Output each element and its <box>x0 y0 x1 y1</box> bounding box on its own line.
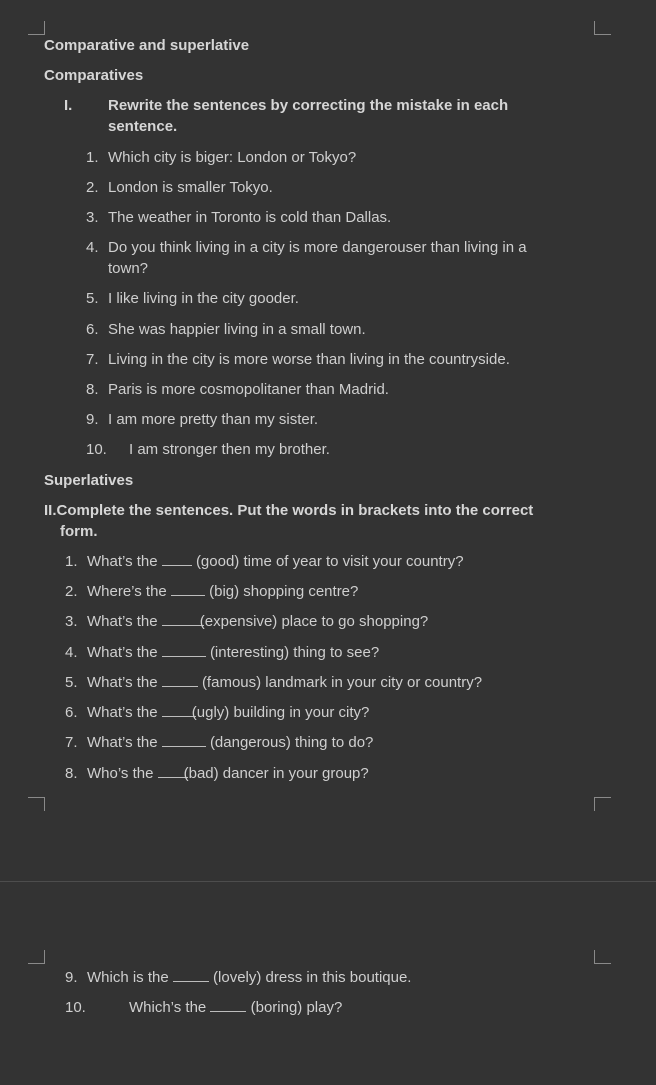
answer-blank[interactable] <box>162 552 192 566</box>
page-corner-mark <box>28 950 45 964</box>
answer-blank[interactable] <box>171 582 205 596</box>
list-item-cont: town? <box>108 260 149 277</box>
list-item: I am more pretty than my sister. <box>108 411 319 428</box>
item-number: 5. <box>86 290 99 307</box>
item-suffix: (ugly) building in your city? <box>191 704 370 721</box>
page-corner-mark <box>28 21 45 35</box>
item-prefix: What’s the <box>87 734 158 751</box>
item-number: 7. <box>86 351 99 368</box>
item-number: 2. <box>86 179 99 196</box>
list-item: Living in the city is more worse than living in the countryside. <box>108 351 510 368</box>
list-item <box>87 702 369 723</box>
list-item <box>87 581 358 602</box>
item-prefix: Who’s the <box>87 765 154 782</box>
item-suffix: (boring) play? <box>250 999 343 1016</box>
item-prefix: What’s the <box>87 553 158 570</box>
answer-blank[interactable] <box>162 643 206 657</box>
task-instruction-cont: sentence. <box>108 118 178 135</box>
item-prefix: What’s the <box>87 704 158 721</box>
answer-blank[interactable] <box>162 673 198 687</box>
list-item <box>87 672 482 693</box>
list-item <box>87 642 379 663</box>
item-suffix: (dangerous) thing to do? <box>209 734 374 751</box>
item-number: 8. <box>65 765 78 782</box>
item-number: 9. <box>65 969 78 986</box>
document-title: Comparative and superlative <box>44 37 250 54</box>
item-prefix: What’s the <box>87 674 158 691</box>
item-number: 2. <box>65 583 78 600</box>
item-prefix: Which’s the <box>129 999 207 1016</box>
answer-blank[interactable] <box>162 703 196 717</box>
item-number: 10. <box>86 441 107 458</box>
list-item: I like living in the city gooder. <box>108 290 299 307</box>
item-suffix: (expensive) place to go shopping? <box>199 613 429 630</box>
item-prefix: What’s the <box>87 644 158 661</box>
answer-blank[interactable] <box>210 998 246 1012</box>
task-instruction: Rewrite the sentences by correcting the mistake in each <box>108 97 509 114</box>
page-corner-mark <box>594 950 611 964</box>
item-number: 3. <box>86 209 99 226</box>
item-number: 6. <box>65 704 78 721</box>
item-number: 5. <box>65 674 78 691</box>
page-break-divider <box>0 881 656 882</box>
section-heading-superlatives: Superlatives <box>44 472 134 489</box>
item-number: 7. <box>65 734 78 751</box>
item-number: 1. <box>86 149 99 166</box>
page-corner-mark <box>594 797 611 811</box>
item-number: 9. <box>86 411 99 428</box>
list-item <box>87 611 428 632</box>
list-item: Do you think living in a city is more dangerouser than living in a <box>108 239 527 256</box>
list-item: I am stronger then my brother. <box>129 441 330 458</box>
answer-blank[interactable] <box>162 612 204 626</box>
item-prefix: Where’s the <box>87 583 167 600</box>
list-item <box>129 997 342 1018</box>
page-corner-mark <box>594 21 611 35</box>
document-page-2 <box>0 884 656 1085</box>
list-item <box>87 732 373 753</box>
item-number: 4. <box>86 239 99 256</box>
item-suffix: (bad) dancer in your group? <box>183 765 369 782</box>
list-item <box>87 967 411 988</box>
page-corner-mark <box>28 797 45 811</box>
item-suffix: (lovely) dress in this boutique. <box>213 969 412 986</box>
item-suffix: (big) shopping centre? <box>209 583 359 600</box>
task-number: I. <box>64 97 73 114</box>
item-number: 8. <box>86 381 99 398</box>
item-suffix: (famous) landmark in your city or country? <box>201 674 483 691</box>
list-item <box>87 763 369 784</box>
item-number: 3. <box>65 613 78 630</box>
list-item: Paris is more cosmopolitaner than Madrid. <box>108 381 389 398</box>
item-suffix: (good) time of year to visit your country? <box>195 553 464 570</box>
item-number: 10. <box>65 999 86 1016</box>
list-item: She was happier living in a small town. <box>108 321 366 338</box>
item-prefix: Which is the <box>87 969 169 986</box>
item-number: 1. <box>65 553 78 570</box>
item-suffix: (interesting) thing to see? <box>209 644 380 661</box>
item-prefix: What’s the <box>87 613 158 630</box>
answer-blank[interactable] <box>162 733 206 747</box>
task-instruction: II.Complete the sentences. Put the words in brackets into the correct <box>44 502 534 519</box>
item-number: 6. <box>86 321 99 338</box>
item-number: 4. <box>65 644 78 661</box>
task-instruction-cont: form. <box>60 523 98 540</box>
answer-blank[interactable] <box>173 968 209 982</box>
list-item: The weather in Toronto is cold than Dallas. <box>108 209 392 226</box>
list-item: London is smaller Tokyo. <box>108 179 273 196</box>
list-item <box>87 551 464 572</box>
section-heading-comparatives: Comparatives <box>44 67 144 84</box>
list-item: Which city is biger: London or Tokyo? <box>108 149 357 166</box>
